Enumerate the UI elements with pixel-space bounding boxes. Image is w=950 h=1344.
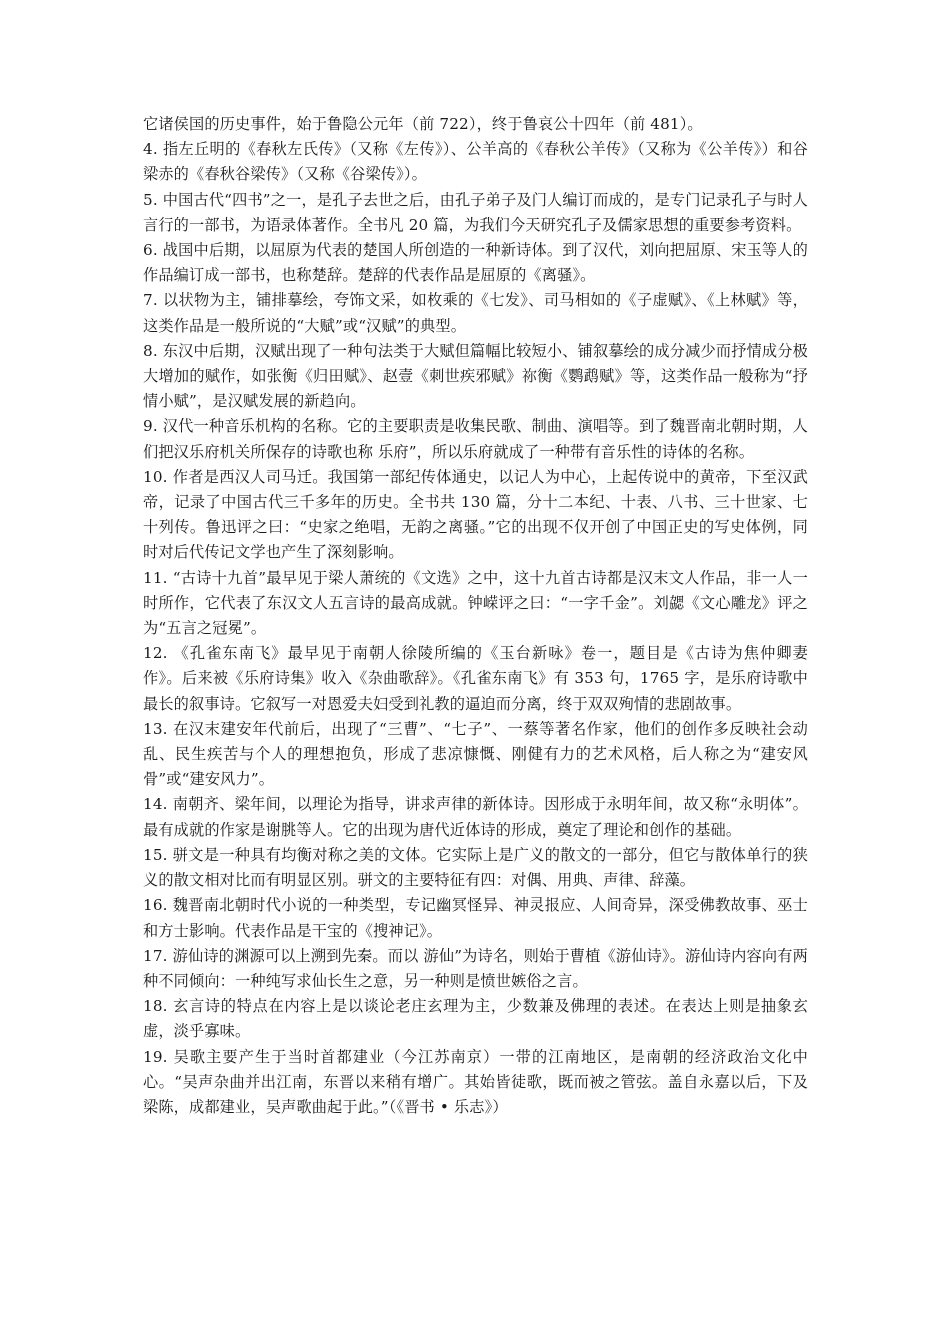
paragraph-continuation-3: 它诸侯国的历史事件，始于鲁隐公元年（前 722），终于鲁哀公十四年（前 481）。 <box>143 115 703 133</box>
document-page <box>143 112 808 1120</box>
paragraph-item-5: 5. 中国古代“四书”之一，是孔子去世之后，由孔子弟子及门人编订而成的，是专门记录孔子与时人言行的一部书，为语录体著作。全书凡 20 篇，为我们今天研究孔子及儒家思想的重要参考资料。 <box>143 190 808 234</box>
paragraph-item-13: 13. 在汉末建安年代前后，出现了“三曹”、“七子”、一蔡等著名作家，他们的创作多反映社会动乱、民生疾苦与个人的理想抱负，形成了悲凉慷慨、刚健有力的艺术风格，后人称之为“建安风骨”或“建安风力”。 <box>143 719 808 789</box>
paragraph-item-8: 8. 东汉中后期，汉赋出现了一种句法类于大赋但篇幅比较短小、铺叙摹绘的成分减少而抒情成分极大增加的赋作，如张衡《归田赋》、赵壹《刺世疾邪赋》祢衡《鹦鹉赋》等，这类作品一般称为“抒情小赋”，是汉赋发展的新趋向。 <box>143 341 808 411</box>
paragraph-item-15: 15. 骈文是一种具有均衡对称之美的文体。它实际上是广义的散文的一部分，但它与散体单行的狭义的散文相对比而有明显区别。骈文的主要特征有四：对偶、用典、声律、辞藻。 <box>143 845 808 890</box>
paragraph-item-7: 7. 以状物为主，铺排摹绘，夸饰文采，如枚乘的《七发》、司马相如的《子虚赋》、《上林赋》等，这类作品是一般所说的“大赋”或“汉赋”的典型。 <box>143 291 808 335</box>
paragraph-item-16: 16. 魏晋南北朝时代小说的一种类型，专记幽冥怪异、神灵报应、人间奇异，深受佛教故事、巫士和方士影响。代表作品是干宝的《搜神记》。 <box>143 896 808 940</box>
paragraph-item-11: 11. “古诗十九首”最早见于梁人萧统的《文选》之中，这十九首古诗都是汉末文人作品，非一人一时所作，它代表了东汉文人五言诗的最高成就。钟嵘评之曰：“一字千金”。刘勰《文心雕龙》评之为“五言之冠冕”。 <box>143 568 808 638</box>
paragraph-item-18: 18. 玄言诗的特点在内容上是以谈论老庄玄理为主，少数兼及佛理的表述。在表达上则是抽象玄虚，淡乎寡味。 <box>143 997 808 1041</box>
paragraph-item-19: 19. 吴歌主要产生于当时首都建业（今江苏南京）一带的江南地区，是南朝的经济政治文化中心。“吴声杂曲并出江南，东晋以来稍有增广。其始皆徒歌，既而被之管弦。盖自永嘉以后，下及梁陈，成都建业，吴声歌曲起于此。”（《晋书 • 乐志》） <box>143 1047 808 1116</box>
paragraph-item-9: 9. 汉代一种音乐机构的名称。它的主要职责是收集民歌、制曲、演唱等。到了魏晋南北朝时期，人们把汉乐府机关所保存的诗歌也称 乐府”，所以乐府就成了一种带有音乐性的诗体的名称。 <box>143 417 808 461</box>
paragraph-item-6: 6. 战国中后期，以屈原为代表的楚国人所创造的一种新诗体。到了汉代，刘向把屈原、宋玉等人的作品编订成一部书，也称楚辞。楚辞的代表作品是屈原的《离骚》。 <box>143 241 808 285</box>
paragraph-item-12: 12. 《孔雀东南飞》最早见于南朝人徐陵所编的《玉台新咏》卷一，题目是《古诗为焦仲卿妻作》。后来被《乐府诗集》收入《杂曲歌辞》。《孔雀东南飞》有 353 句，1765 字，是乐府诗歌中最长的叙事诗。它叙写一对恩爱夫妇受到礼教的逼迫而分离，终于双双殉情的悲剧故事。 <box>143 644 808 713</box>
paragraph-item-4: 4. 指左丘明的《春秋左氏传》（又称《左传》）、公羊高的《春秋公羊传》（又称为《公羊传》）和谷梁赤的《春秋谷梁传》（又称《谷梁传》）。 <box>143 140 808 184</box>
paragraph-item-10: 10. 作者是西汉人司马迁。我国第一部纪传体通史，以记人为中心，上起传说中的黄帝，下至汉武帝，记录了中国古代三千多年的历史。全书共 130 篇，分十二本纪、十表、八书、三十世家、七十列传。鲁迅评之曰：“史家之绝唱，无韵之离骚。”它的出现不仅开创了中国正史的写史体例，同时对后代传记文学也产生了深刻影响。 <box>143 467 808 562</box>
paragraph-item-17: 17. 游仙诗的渊源可以上溯到先秦。而以 游仙”为诗名，则始于曹植《游仙诗》。游仙诗内容向有两种不同倾向：一种纯写求仙长生之意，另一种则是愤世嫉俗之言。 <box>143 946 808 990</box>
paragraph-item-14: 14. 南朝齐、梁年间，以理论为指导，讲求声律的新体诗。因形成于永明年间，故又称“永明体”。最有成就的作家是谢朓等人。它的出现为唐代近体诗的形成，奠定了理论和创作的基础。 <box>143 795 808 839</box>
